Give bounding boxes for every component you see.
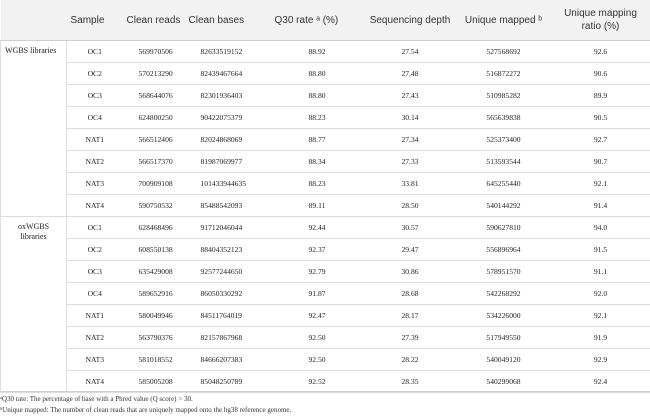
table-row <box>1 129 650 151</box>
cell-sample: OC4 <box>67 107 123 129</box>
cell-mapping-ratio: 94.0 <box>551 217 650 239</box>
cell-depth: 33.81 <box>364 173 457 195</box>
cell-clean-reads: 585005208 <box>123 371 185 393</box>
cell-unique-mapped: 645255440 <box>457 173 551 195</box>
cell-unique-mapped: 556896964 <box>457 239 551 261</box>
cell-q30: 88.77 <box>271 129 364 151</box>
cell-sample: OC1 <box>67 217 123 239</box>
cell-depth: 29.47 <box>364 239 457 261</box>
cell-mapping-ratio: 92.1 <box>551 173 650 195</box>
cell-depth: 30.57 <box>364 217 457 239</box>
cell-clean-bases: 92577244650 <box>185 261 271 283</box>
cell-unique-mapped: 510985282 <box>457 85 551 107</box>
cell-clean-bases: 90422075379 <box>185 107 271 129</box>
cell-sample: NAT3 <box>67 349 123 371</box>
table-row <box>1 85 650 107</box>
header-mapping-ratio: Unique mapping ratio (%) <box>551 0 650 41</box>
cell-q30: 92.50 <box>271 349 364 371</box>
cell-clean-reads: 608550138 <box>123 239 185 261</box>
cell-clean-bases: 101433944635 <box>185 173 271 195</box>
cell-sample: NAT2 <box>67 151 123 173</box>
cell-clean-reads: 566512406 <box>123 129 185 151</box>
cell-clean-bases: 85048250789 <box>185 371 271 393</box>
cell-clean-reads: 563790376 <box>123 327 185 349</box>
cell-clean-reads: 569970506 <box>123 41 185 63</box>
cell-clean-reads: 568644076 <box>123 85 185 107</box>
cell-depth: 28.50 <box>364 195 457 217</box>
header-clean-reads: Clean reads <box>123 0 185 41</box>
cell-mapping-ratio: 91.4 <box>551 195 650 217</box>
cell-mapping-ratio: 92.0 <box>551 283 650 305</box>
cell-q30: 88.80 <box>271 63 364 85</box>
cell-depth: 28.22 <box>364 349 457 371</box>
cell-unique-mapped: 516872272 <box>457 63 551 85</box>
cell-mapping-ratio: 90.7 <box>551 151 650 173</box>
cell-depth: 27.39 <box>364 327 457 349</box>
cell-unique-mapped: 565639838 <box>457 107 551 129</box>
footnotes <box>0 391 650 416</box>
cell-depth: 28.17 <box>364 305 457 327</box>
cell-clean-bases: 82439467664 <box>185 63 271 85</box>
cell-q30: 91.87 <box>271 283 364 305</box>
cell-sample: NAT3 <box>67 173 123 195</box>
cell-q30: 92.47 <box>271 305 364 327</box>
cell-unique-mapped: 542268292 <box>457 283 551 305</box>
cell-unique-mapped: 540299068 <box>457 371 551 393</box>
table-row <box>1 151 650 173</box>
cell-depth: 28.68 <box>364 283 457 305</box>
table-row <box>1 371 650 393</box>
cell-q30: 88.92 <box>271 41 364 63</box>
cell-clean-bases: 88404352123 <box>185 239 271 261</box>
table-row <box>1 41 650 63</box>
cell-q30: 88.23 <box>271 107 364 129</box>
footnote-a: ᵃQ30 rate: The percentage of base with a Phred value (Q score) > 30. <box>0 395 193 403</box>
cell-q30: 92.37 <box>271 239 364 261</box>
cell-clean-bases: 82633519152 <box>185 41 271 63</box>
cell-clean-bases: 91712046044 <box>185 217 271 239</box>
cell-clean-bases: 82024868069 <box>185 129 271 151</box>
cell-clean-reads: 570213290 <box>123 63 185 85</box>
cell-sample: NAT1 <box>67 305 123 327</box>
cell-clean-reads: 581018552 <box>123 349 185 371</box>
header-unique-mapped: Unique mapped ᵇ <box>457 0 551 41</box>
cell-sample: OC3 <box>67 261 123 283</box>
cell-depth: 28.35 <box>364 371 457 393</box>
table-row <box>1 349 650 371</box>
cell-mapping-ratio: 90.5 <box>551 107 650 129</box>
cell-mapping-ratio: 91.1 <box>551 261 650 283</box>
cell-unique-mapped: 517949550 <box>457 327 551 349</box>
group-label: oxWGBS libraries <box>1 217 67 393</box>
group-label: WGBS libraries <box>1 41 67 217</box>
cell-clean-reads: 628468496 <box>123 217 185 239</box>
cell-clean-reads: 700909108 <box>123 173 185 195</box>
cell-mapping-ratio: 92.7 <box>551 129 650 151</box>
footnote-b: ᵇUnique mapped: The number of clean reads that are uniquely mapped onto the hg38 reference genome. <box>0 406 292 414</box>
cell-clean-reads: 580049946 <box>123 305 185 327</box>
cell-q30: 92.52 <box>271 371 364 393</box>
cell-unique-mapped: 540144292 <box>457 195 551 217</box>
table-row <box>1 239 650 261</box>
table-row <box>1 327 650 349</box>
cell-sample: OC2 <box>67 63 123 85</box>
cell-unique-mapped: 590627810 <box>457 217 551 239</box>
cell-mapping-ratio: 89.9 <box>551 85 650 107</box>
cell-depth: 27.34 <box>364 129 457 151</box>
cell-unique-mapped: 513593544 <box>457 151 551 173</box>
cell-q30: 92.79 <box>271 261 364 283</box>
cell-clean-bases: 84511764019 <box>185 305 271 327</box>
cell-depth: 30.14 <box>364 107 457 129</box>
cell-clean-reads: 566517370 <box>123 151 185 173</box>
cell-sample: NAT1 <box>67 129 123 151</box>
header-depth: Sequencing depth <box>364 0 457 41</box>
cell-mapping-ratio: 91.5 <box>551 239 650 261</box>
table-row <box>1 217 650 239</box>
cell-mapping-ratio: 92.4 <box>551 371 650 393</box>
cell-sample: OC3 <box>67 85 123 107</box>
cell-unique-mapped: 578951570 <box>457 261 551 283</box>
table-row <box>1 195 650 217</box>
table-body <box>1 41 650 393</box>
cell-clean-bases: 82157867968 <box>185 327 271 349</box>
cell-clean-reads: 635429008 <box>123 261 185 283</box>
cell-mapping-ratio: 92.1 <box>551 305 650 327</box>
header-row <box>1 0 650 41</box>
cell-sample: NAT2 <box>67 327 123 349</box>
cell-clean-bases: 84666207383 <box>185 349 271 371</box>
cell-q30: 88.80 <box>271 85 364 107</box>
cell-sample: OC1 <box>67 41 123 63</box>
table-row <box>1 283 650 305</box>
cell-q30: 88.23 <box>271 173 364 195</box>
cell-clean-bases: 85488542093 <box>185 195 271 217</box>
header-sample: Sample <box>67 0 123 41</box>
table-row <box>1 107 650 129</box>
cell-depth: 27.48 <box>364 63 457 85</box>
header-q30: Q30 rate ᵃ (%) <box>271 0 364 41</box>
table-row <box>1 173 650 195</box>
cell-depth: 27.33 <box>364 151 457 173</box>
cell-unique-mapped: 525373400 <box>457 129 551 151</box>
cell-clean-reads: 589652916 <box>123 283 185 305</box>
header-group <box>1 0 67 41</box>
cell-clean-reads: 624800250 <box>123 107 185 129</box>
cell-unique-mapped: 527568692 <box>457 41 551 63</box>
cell-sample: NAT4 <box>67 371 123 393</box>
cell-mapping-ratio: 91.9 <box>551 327 650 349</box>
cell-clean-bases: 86050330292 <box>185 283 271 305</box>
cell-clean-reads: 590750532 <box>123 195 185 217</box>
cell-depth: 27.54 <box>364 41 457 63</box>
cell-q30: 88.34 <box>271 151 364 173</box>
header-clean-bases: Clean bases <box>185 0 271 41</box>
table-row <box>1 261 650 283</box>
cell-clean-bases: 81987069977 <box>185 151 271 173</box>
table-row <box>1 305 650 327</box>
cell-mapping-ratio: 92.6 <box>551 41 650 63</box>
cell-depth: 27.43 <box>364 85 457 107</box>
table-row <box>1 63 650 85</box>
cell-mapping-ratio: 92.9 <box>551 349 650 371</box>
cell-sample: OC2 <box>67 239 123 261</box>
cell-unique-mapped: 540049120 <box>457 349 551 371</box>
cell-sample: NAT4 <box>67 195 123 217</box>
cell-sample: OC4 <box>67 283 123 305</box>
cell-q30: 89.11 <box>271 195 364 217</box>
cell-q30: 92.50 <box>271 327 364 349</box>
cell-q30: 92.44 <box>271 217 364 239</box>
cell-mapping-ratio: 90.6 <box>551 63 650 85</box>
cell-clean-bases: 82301936403 <box>185 85 271 107</box>
cell-depth: 30.86 <box>364 261 457 283</box>
cell-unique-mapped: 534226000 <box>457 305 551 327</box>
